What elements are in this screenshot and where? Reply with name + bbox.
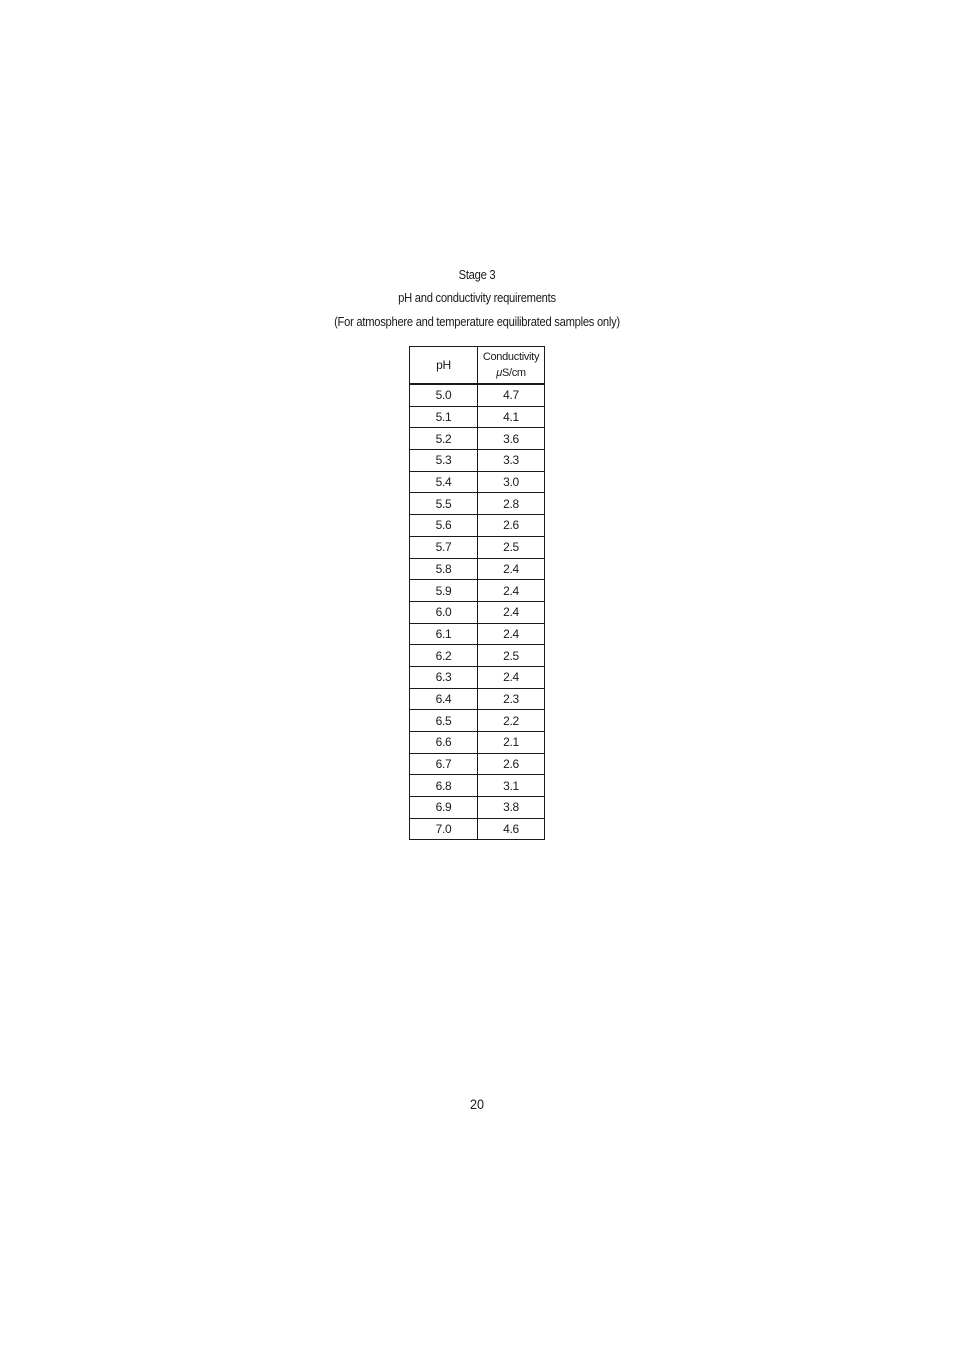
cell-ph: 5.9 (410, 580, 478, 602)
cell-conductivity: 2.6 (478, 753, 545, 775)
table-row (410, 797, 545, 819)
cell-ph: 6.4 (410, 688, 478, 710)
cell-conductivity: 2.3 (478, 688, 545, 710)
cell-ph: 6.0 (410, 601, 478, 623)
cell-conductivity: 2.5 (478, 645, 545, 667)
cell-conductivity: 4.1 (478, 406, 545, 428)
cell-conductivity: 2.4 (478, 601, 545, 623)
cell-conductivity: 2.4 (478, 580, 545, 602)
page-number: 20 (469, 1096, 485, 1112)
cell-ph: 5.4 (410, 471, 478, 493)
cell-ph: 5.8 (410, 558, 478, 580)
table-row (410, 406, 545, 428)
cell-conductivity: 2.1 (478, 732, 545, 754)
cell-ph: 6.7 (410, 753, 478, 775)
table-row (410, 623, 545, 645)
cell-conductivity: 2.8 (478, 493, 545, 515)
cell-ph: 6.9 (410, 797, 478, 819)
cell-conductivity: 2.6 (478, 515, 545, 537)
cell-ph: 6.2 (410, 645, 478, 667)
cell-conductivity: 2.4 (478, 558, 545, 580)
cell-conductivity: 4.6 (478, 818, 545, 840)
table-row (410, 428, 545, 450)
stage-title: Stage 3 (458, 267, 496, 282)
table-body (410, 384, 545, 840)
cell-ph: 5.7 (410, 536, 478, 558)
cell-ph: 6.8 (410, 775, 478, 797)
header-ph: pH (410, 347, 478, 385)
table-row (410, 493, 545, 515)
cell-ph: 5.6 (410, 515, 478, 537)
cell-ph: 6.3 (410, 666, 478, 688)
table-title: pH and conductivity requirements (398, 290, 556, 305)
table-row (410, 775, 545, 797)
cell-ph: 5.1 (410, 406, 478, 428)
ph-conductivity-table (409, 346, 545, 840)
header-conductivity (478, 347, 545, 385)
table-row (410, 558, 545, 580)
table-row (410, 536, 545, 558)
unit-mu-symbol: μ (496, 367, 502, 379)
cell-conductivity: 4.7 (478, 384, 545, 406)
cell-conductivity: 3.3 (478, 450, 545, 472)
header-conductivity-label: Conductivity (482, 351, 540, 363)
table-row (410, 818, 545, 840)
cell-ph: 5.3 (410, 450, 478, 472)
cell-ph: 5.2 (410, 428, 478, 450)
table-row (410, 645, 545, 667)
table-row (410, 450, 545, 472)
cell-ph: 5.0 (410, 384, 478, 406)
cell-conductivity: 3.0 (478, 471, 545, 493)
cell-conductivity: 2.5 (478, 536, 545, 558)
cell-conductivity: 2.2 (478, 710, 545, 732)
table-header-row (410, 347, 545, 385)
cell-ph: 6.6 (410, 732, 478, 754)
table-row (410, 710, 545, 732)
table-row (410, 732, 545, 754)
table-row (410, 384, 545, 406)
table-row (410, 601, 545, 623)
cell-conductivity: 3.6 (478, 428, 545, 450)
table-row (410, 515, 545, 537)
cell-conductivity: 3.1 (478, 775, 545, 797)
cell-conductivity: 2.4 (478, 623, 545, 645)
table-row (410, 580, 545, 602)
table-note: (For atmosphere and temperature equilibrated samples only) (334, 314, 620, 329)
cell-conductivity: 2.4 (478, 666, 545, 688)
cell-ph: 7.0 (410, 818, 478, 840)
cell-ph: 6.1 (410, 623, 478, 645)
table-row (410, 688, 545, 710)
table-row (410, 753, 545, 775)
table-row (410, 471, 545, 493)
cell-ph: 5.5 (410, 493, 478, 515)
table-row (410, 666, 545, 688)
cell-ph: 6.5 (410, 710, 478, 732)
header-conductivity-unit (478, 365, 544, 381)
unit-rest: S/cm (501, 367, 526, 379)
cell-conductivity: 3.8 (478, 797, 545, 819)
